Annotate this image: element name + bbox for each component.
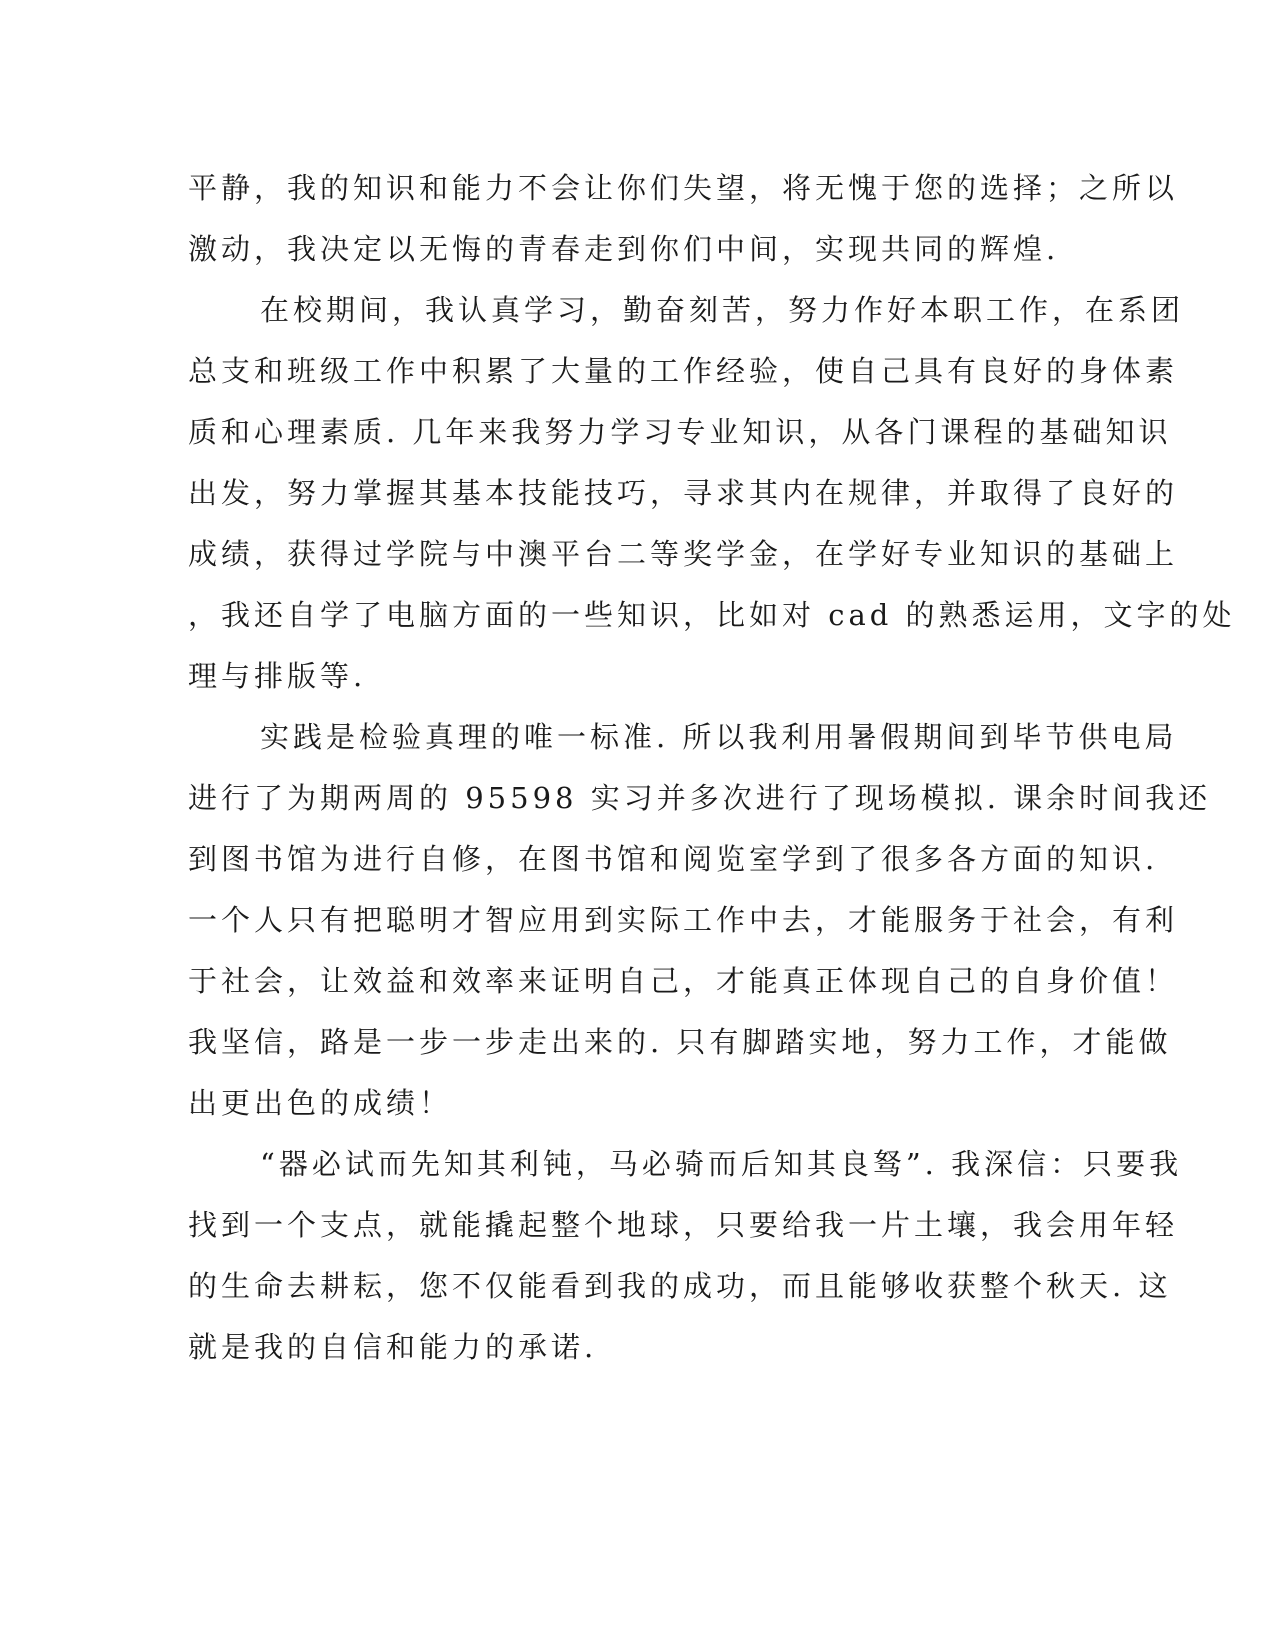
- text-line: 激动，我决定以无悔的青春走到你们中间，实现共同的辉煌.: [188, 232, 1060, 266]
- text-line: 进行了为期两周的 95598 实习并多次进行了现场模拟. 课余时间我还: [188, 781, 1212, 815]
- text-line: ，我还自学了电脑方面的一些知识，比如对 cad 的熟悉运用，文字的处: [188, 598, 1236, 632]
- text-line: 出发，努力掌握其基本技能技巧，寻求其内在规律，并取得了良好的: [188, 476, 1179, 510]
- text-line: “器必试而先知其利钝，马必骑而后知其良驽”. 我深信：只要我: [260, 1147, 1183, 1181]
- text-line: 找到一个支点，就能撬起整个地球，只要给我一片土壤，我会用年轻: [188, 1208, 1179, 1242]
- text-line: 理与排版等.: [188, 659, 367, 693]
- text-line: 成绩，获得过学院与中澳平台二等奖学金，在学好专业知识的基础上: [188, 537, 1179, 571]
- text-line: 平静，我的知识和能力不会让你们失望，将无愧于您的选择；之所以: [188, 171, 1179, 205]
- text-line: 于社会，让效益和效率来证明自己，才能真正体现自己的自身价值！: [188, 964, 1179, 998]
- text-line: 实践是检验真理的唯一标准. 所以我利用暑假期间到毕节供电局: [260, 720, 1178, 754]
- text-line: 质和心理素质. 几年来我努力学习专业知识，从各门课程的基础知识: [188, 415, 1172, 449]
- body-text: [188, 158, 1236, 1378]
- text-line: 在校期间，我认真学习，勤奋刻苦，努力作好本职工作，在系团: [260, 293, 1185, 327]
- text-line: 到图书馆为进行自修，在图书馆和阅览室学到了很多各方面的知识.: [188, 842, 1159, 876]
- text-line: 就是我的自信和能力的承诺.: [188, 1330, 598, 1364]
- text-line: 一个人只有把聪明才智应用到实际工作中去，才能服务于社会，有利: [188, 903, 1179, 937]
- text-line: 我坚信，路是一步一步走出来的. 只有脚踏实地，努力工作，才能做: [188, 1025, 1172, 1059]
- text-line: 总支和班级工作中积累了大量的工作经验，使自己具有良好的身体素: [188, 354, 1179, 388]
- text-line: 出更出色的成绩！: [188, 1086, 453, 1120]
- text-line: 的生命去耕耘，您不仅能看到我的成功，而且能够收获整个秋天. 这: [188, 1269, 1172, 1303]
